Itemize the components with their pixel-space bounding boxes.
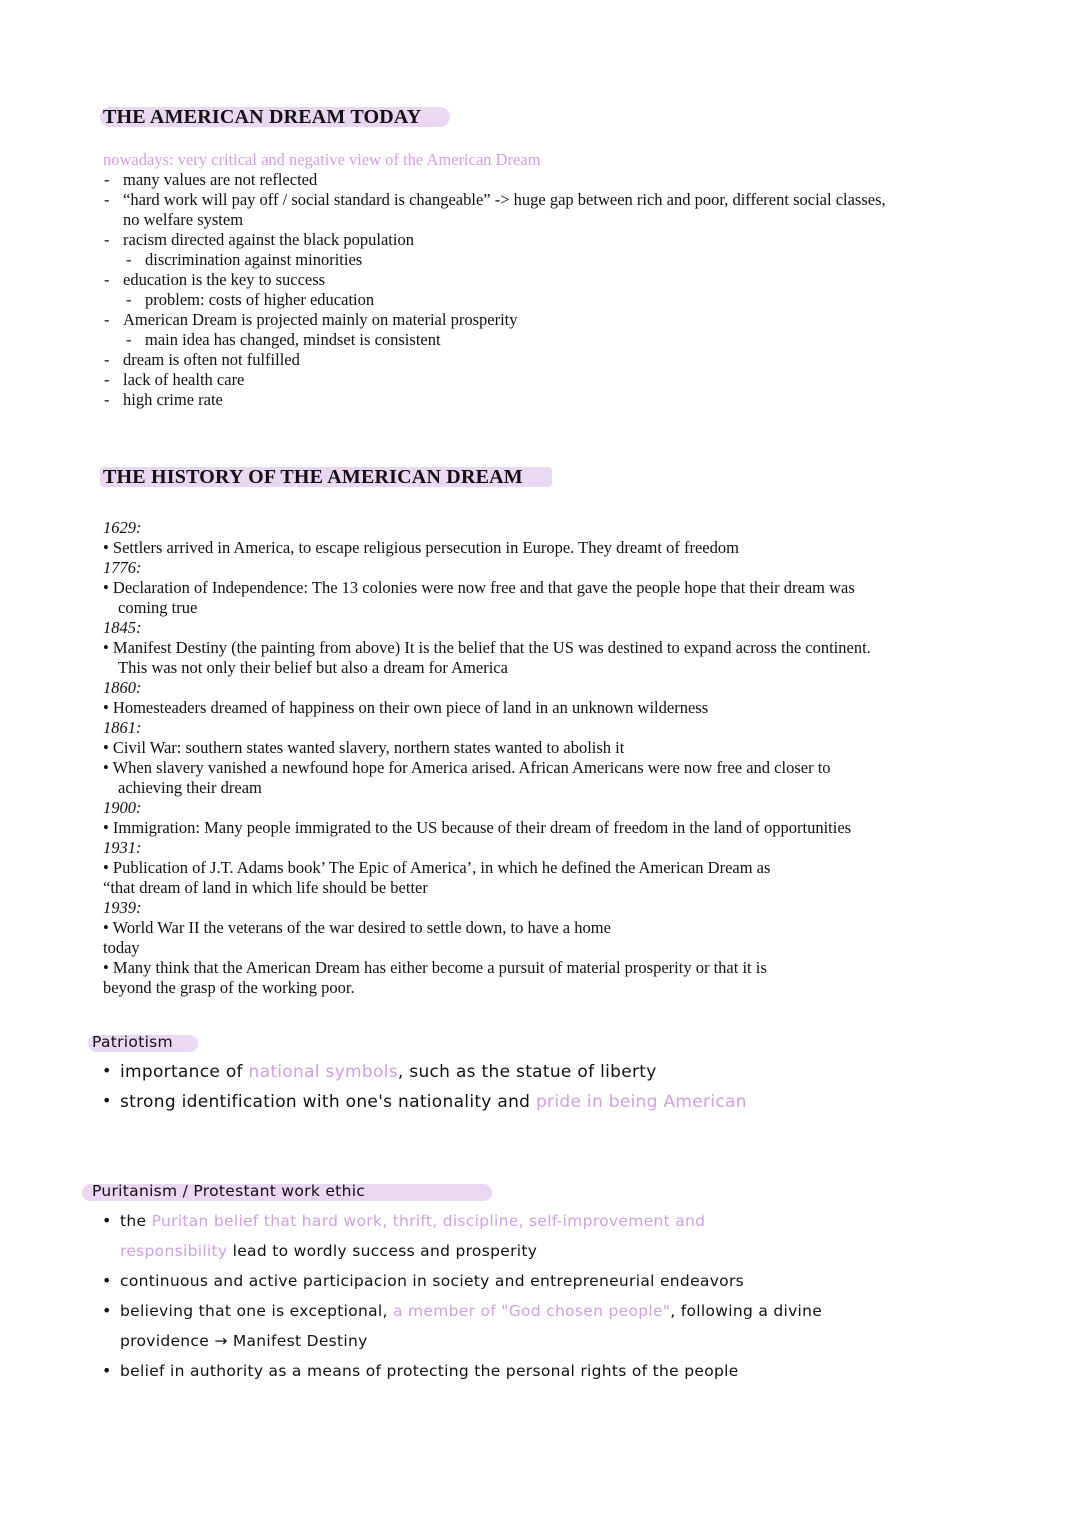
sub-item: discrimination against minorities — [145, 250, 363, 269]
text: , following a divine — [670, 1302, 823, 1320]
dash: - — [126, 330, 132, 349]
intro-text: nowadays: very critical and negative view of the American Dream — [103, 150, 541, 169]
text: believing that one is exceptional, — [120, 1302, 393, 1320]
timeline-line: • Immigration: Many people immigrated to the US because of their dream of freedom in the land of opportunities — [103, 818, 852, 837]
timeline-line: beyond the grasp of the working poor. — [103, 978, 355, 997]
list-item-continuation: no welfare system — [123, 210, 244, 229]
dash: - — [104, 170, 110, 189]
list-item: education is the key to success — [123, 270, 326, 289]
highlighted-text: pride in being American — [535, 1092, 747, 1112]
bullet: • — [102, 1301, 112, 1320]
timeline-line: • Many think that the American Dream has either become a pursuit of material prosperity or that it is — [103, 958, 767, 977]
dash: - — [104, 310, 110, 329]
dash: - — [104, 350, 110, 369]
dash: - — [104, 190, 110, 209]
dash: - — [104, 390, 110, 409]
bullet: • — [102, 1211, 112, 1230]
highlighted-text: a member of "God chosen people" — [393, 1302, 671, 1320]
puritanism-bullet-4: belief in authority as a means of protecting the personal rights of the people — [120, 1362, 739, 1380]
list-item: many values are not reflected — [123, 170, 318, 189]
timeline-line: • Manifest Destiny (the painting from above) It is the belief that the US was destined to expand across the continent. — [103, 638, 871, 657]
highlighted-text: Puritan belief that hard work, thrift, discipline, self-improvement and — [151, 1212, 706, 1230]
year-label: 1861: — [103, 718, 142, 737]
text: , such as the statue of liberty — [397, 1062, 657, 1082]
highlighted-text: national symbols — [248, 1062, 398, 1082]
list-item: “hard work will pay off / social standard is changeable” -> huge gap between rich and poor, different social classes, — [123, 190, 886, 209]
highlighted-text: responsibility — [120, 1242, 228, 1260]
dash: - — [126, 250, 132, 269]
list-item: lack of health care — [123, 370, 245, 389]
text: strong identification with one's nationality and — [120, 1092, 536, 1112]
list-item: racism directed against the black population — [123, 230, 414, 249]
puritanism-bullet-1-cont — [120, 1242, 537, 1260]
puritanism-bullet-2: continuous and active participacion in society and entrepreneurial endeavors — [120, 1272, 745, 1290]
timeline-line: “that dream of land in which life should be better — [103, 878, 428, 897]
section-title-history: THE HISTORY OF THE AMERICAN DREAM — [103, 466, 523, 488]
year-label: 1860: — [103, 678, 142, 697]
timeline-line: • World War II the veterans of the war desired to settle down, to have a home — [103, 918, 611, 937]
year-label: 1939: — [103, 898, 142, 917]
puritanism-bullet-1 — [120, 1212, 705, 1230]
section-title-today: THE AMERICAN DREAM TODAY — [103, 106, 422, 128]
year-label: 1900: — [103, 798, 142, 817]
sub-item: problem: costs of higher education — [145, 290, 375, 309]
bullet: • — [102, 1361, 112, 1380]
section-title-puritanism: Puritanism / Protestant work ethic — [92, 1182, 366, 1200]
bullet: • — [102, 1091, 112, 1110]
year-label: today — [103, 938, 140, 957]
dash: - — [104, 270, 110, 289]
timeline-line: coming true — [118, 598, 198, 617]
timeline-line: • Declaration of Independence: The 13 colonies were now free and that gave the people hope that their dream was — [103, 578, 855, 597]
patriotism-bullet-2 — [120, 1092, 747, 1112]
sub-item: main idea has changed, mindset is consistent — [145, 330, 441, 349]
year-label: 1776: — [103, 558, 142, 577]
dash: - — [104, 370, 110, 389]
text: the — [120, 1212, 152, 1230]
dash: - — [126, 290, 132, 309]
year-label: 1629: — [103, 518, 142, 537]
patriotism-bullet-1 — [120, 1062, 657, 1082]
timeline-line: This was not only their belief but also a dream for America — [118, 658, 508, 677]
timeline-line: • When slavery vanished a newfound hope for America arised. African Americans were now free and closer to — [103, 758, 831, 777]
bullet: • — [102, 1271, 112, 1290]
timeline-line: achieving their dream — [118, 778, 262, 797]
year-label: 1845: — [103, 618, 142, 637]
puritanism-bullet-3 — [120, 1302, 822, 1320]
year-label: 1931: — [103, 838, 142, 857]
text: lead to wordly success and prosperity — [227, 1242, 538, 1260]
timeline-line: • Homesteaders dreamed of happiness on their own piece of land in an unknown wilderness — [103, 698, 709, 717]
timeline-line: • Settlers arrived in America, to escape religious persecution in Europe. They dreamt of freedom — [103, 538, 739, 557]
bullet: • — [102, 1061, 112, 1080]
dash: - — [104, 230, 110, 249]
section-title-patriotism: Patriotism — [92, 1033, 173, 1051]
list-item: American Dream is projected mainly on material prosperity — [123, 310, 518, 329]
list-item: dream is often not fulfilled — [123, 350, 300, 369]
list-item: high crime rate — [123, 390, 223, 409]
text: importance of — [120, 1062, 249, 1082]
timeline-line: • Civil War: southern states wanted slavery, northern states wanted to abolish it — [103, 738, 625, 757]
puritanism-bullet-3-cont: providence → Manifest Destiny — [120, 1332, 368, 1350]
timeline-line: • Publication of J.T. Adams book’ The Epic of America’, in which he defined the American Dream as — [103, 858, 771, 877]
